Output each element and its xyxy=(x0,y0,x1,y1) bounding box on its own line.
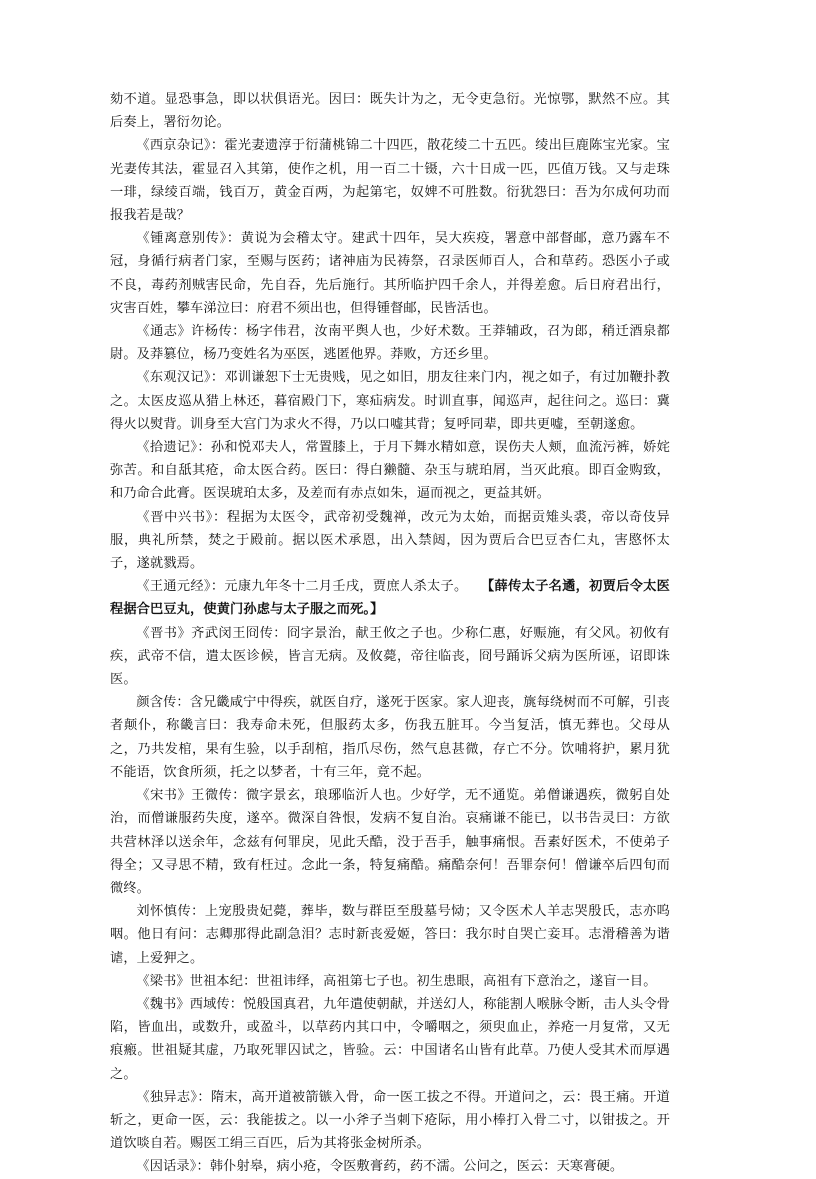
paragraph: 《晋中兴书》：程据为太医令，武帝初受魏禅，改元为太始，而据贡雉头裘，帝以奇伎异服，典礼所禁，焚之于殿前。据以医术承恩，出入禁闼，因为贾后合巴豆杏仁丸，害愍怀太子，遂就戮焉。 xyxy=(110,509,670,572)
paragraph-text: 《王通元经》：元康九年冬十二月壬戌，贾庶人杀太子。 xyxy=(136,579,468,595)
paragraph: 刘怀慎传：上宠殷贵妃薨，葬毕，数与群臣至殷墓号恸；又令医术人羊志哭殷氏，志亦呜咽。他日有问：志卿那得此副急泪？志时新丧爱姬，答曰：我尔时自哭亡妾耳。志滑稽善为谐谑，上爱狎之。 xyxy=(110,904,670,966)
paragraph: 《拾遗记》：孙和悦邓夫人，常置膝上，于月下舞水精如意，误伤夫人颊，血流污裤，娇姹弥苦。和自舐其疮，命太医合药。医曰：得白獭髓、杂玉与琥珀屑，当灭此痕。即百金购致，和乃命合此膏。医误琥珀太多，及差而有赤点如朱，逼而视之，更益其妍。 xyxy=(110,440,670,502)
paragraph: 《宋书》王微传：微字景玄，琅琊临沂人也。少好学，无不通览。弟僧谦遇疾，微躬自处治，而僧谦服药失度，遂卒。微深自咎恨，发病不复自治。哀痛谦不能已，以书告灵曰：方欲共营林泽以送余年，念兹有何罪戾，见此夭酷，没于吾手，触事痛恨。吾素好医术，不使弟子得全；又寻思不精，致有枉过。念此一条，特复痛酷。痛酷奈何！吾罪奈何！僧谦卒后四旬而微终。 xyxy=(110,788,670,896)
paragraph: 《独异志》：隋末，高开道被箭镞入骨，命一医工拔之不得。开道问之，云：畏王痛。开道斩之，更命一医，云：我能拔之。以一小斧子当刺下疮际，用小棒打入骨二寸，以钳拔之。开道饮啖自若。赐医工绢三百匹，后为其将张金树所杀。 xyxy=(110,1089,670,1152)
paragraph: 《梁书》世祖本纪：世祖讳绎，高祖第七子也。初生患眼，高祖有下意治之，遂盲一目。 xyxy=(136,973,657,989)
paragraph: 颜含传：含兄畿咸宁中得疾，就医自疗，遂死于医家。家人迎丧，旐每绕树而不可解，引丧者颠仆，称畿言曰：我寿命未死，但服药太多，伤我五脏耳。今当复活，慎无葬也。父母从之，乃共发棺，果有生验，以手刮棺，指爪尽伤，然气息甚微，存亡不分。饮哺将护，累月犹不能语，饮食所须，托之以梦者，十有三年，竟不起。 xyxy=(110,695,670,780)
annotation-note: 【薛传太子名遹，初贾后令太医程据合巴豆丸，使黄门孙虑与太子服之而死。】 xyxy=(110,579,670,618)
paragraph: 《锺离意别传》：黄说为会稽太守。建武十四年，吴大疾疫，署意中部督邮，意乃露车不冠，身循行病者门家，至赐与医药；诸神庙为民祷祭，召录医师百人，合和草药。恐医小子或不良，毒药剂贼害民命，先自吞，先后施行。其所临护四千余人，并得差愈。后日府君出行，灾害百姓，攀车涕泣曰：府君不须出也，但得锺督邮，民皆活也。 xyxy=(110,231,670,316)
paragraph: 《东观汉记》：邓训谦恕下士无贵贱，见之如旧，朋友往来门内，视之如子，有过加鞭扑教之。太医皮巡从猎上林还，暮宿殿门下，寒疝病发。时训直事，闻巡声，起往问之。巡曰：冀得火以熨背。训身至大宫门为求火不得，乃以口嘘其背；复呼同辈，即共更嘘，至朝遂愈。 xyxy=(110,370,670,432)
document-page xyxy=(110,88,670,1179)
paragraph: 《晋书》齐武闵王冏传：冏字景治，献王攸之子也。少称仁惠，好赈施，有父风。初攸有疾，武帝不信，遣太医诊候，皆言无病。及攸薨，帝往临丧，冏号踊诉父病为医所诬，诏即诛医。 xyxy=(110,625,670,688)
paragraph: 《因话录》：韩仆射皋，病小疮，令医敷膏药，药不濡。公问之，医云：天寒膏硬。 xyxy=(136,1159,624,1175)
paragraph-with-note xyxy=(110,575,670,621)
paragraph: 《魏书》西域传：悦般国真君，九年遣使朝献，并送幻人，称能割人喉脉令断，击人头令骨陷，皆血出，或数升，或盈斗，以草药内其口中，令嚼咽之，须臾血止，养疮一月复常，又无痕瘢。世祖疑其虚，乃取死罪囚试之，皆验。云：中国诸名山皆有此草。乃使人受其术而厚遇之。 xyxy=(110,996,670,1082)
paragraph: 《西京杂记》：霍光妻遗淳于衍蒲桃锦二十四匹，散花绫二十五匹。绫出巨鹿陈宝光家。宝光妻传其法，霍显召入其第，使作之机，用一百二十镊，六十日成一匹，匹值万钱。又与走珠一琲，绿绫百端，钱百万，黄金百两，为起第宅，奴婢不可胜数。衍犹怨曰：吾为尔成何功而报我若是哉？ xyxy=(110,138,670,224)
paragraph: 《通志》许杨传：杨字伟君，汝南平舆人也，少好术数。王莽辅政，召为郎，稍迁酒泉都尉。及莽篡位，杨乃变姓名为巫医，逃匿他界。莽败，方还乡里。 xyxy=(110,324,670,363)
paragraph: 劾不道。显恐事急，即以状俱语光。因曰：既失计为之，无令吏急衍。光惊鄂，默然不应。其后奏上，署衍勿论。 xyxy=(110,92,670,131)
